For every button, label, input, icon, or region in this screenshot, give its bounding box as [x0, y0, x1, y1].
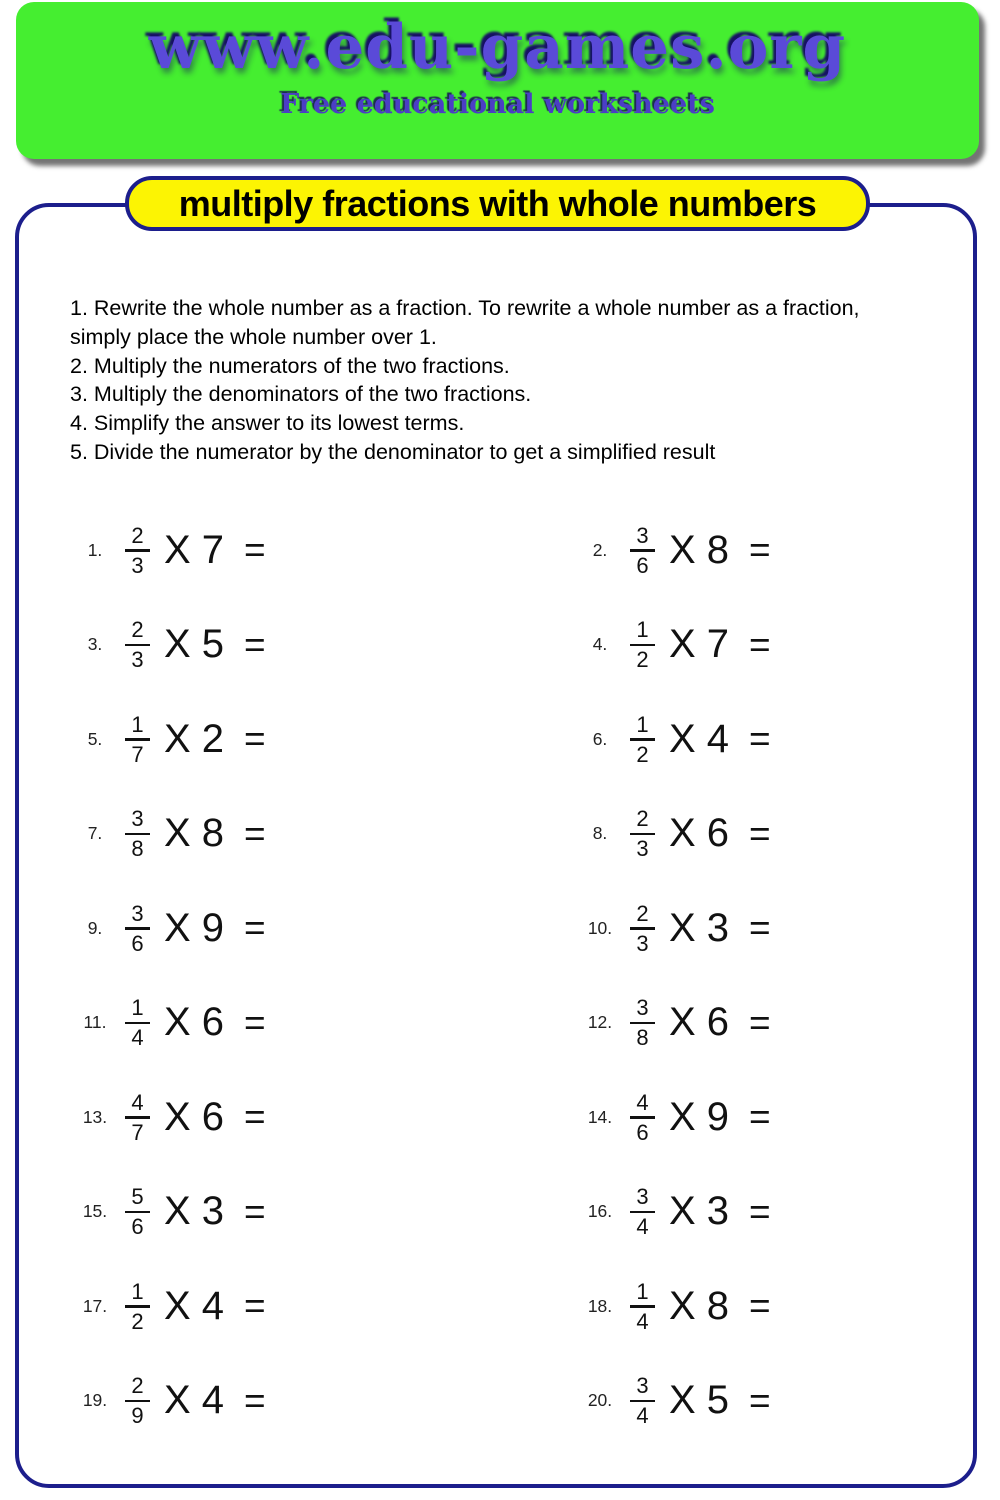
fraction: [630, 1185, 655, 1238]
fraction: [630, 1091, 655, 1144]
equals-sign: =: [749, 529, 771, 571]
fraction-bar: [125, 1305, 150, 1308]
problem-number: 18.: [587, 1295, 613, 1316]
problem-item: [62, 1091, 567, 1144]
multiply-term: X 5: [669, 1378, 730, 1423]
problem-item: [567, 902, 982, 955]
problem-number: 9.: [87, 917, 103, 938]
instruction-line: simply place the whole number over 1.: [70, 324, 437, 349]
fraction-denominator: 6: [636, 552, 649, 578]
fraction-bar: [125, 549, 150, 552]
multiply-term: X 6: [669, 1000, 730, 1045]
fraction: [125, 807, 150, 860]
multiply-term: X 5: [164, 622, 225, 667]
problem-number: 16.: [587, 1201, 613, 1222]
equals-sign: =: [749, 1379, 771, 1421]
fraction-denominator: 8: [131, 836, 144, 861]
problem-number: 12.: [587, 1012, 613, 1033]
multiply-term: X 3: [669, 1189, 730, 1234]
fraction: [630, 1280, 655, 1333]
fraction-numerator: 1: [636, 617, 649, 643]
fraction-bar: [630, 833, 655, 836]
equals-sign: =: [244, 907, 266, 949]
site-title: www.edu-games.org: [148, 12, 847, 83]
problem-number: 1.: [87, 539, 103, 560]
fraction-numerator: 3: [636, 1184, 649, 1210]
multiply-term: X 4: [164, 1283, 225, 1328]
problem-number: 7.: [87, 823, 103, 844]
instructions-block: [70, 294, 950, 467]
equals-sign: =: [749, 623, 771, 665]
fraction-bar: [630, 549, 655, 552]
multiply-term: X 3: [669, 905, 730, 950]
equals-sign: =: [244, 1096, 266, 1138]
fraction-denominator: 4: [131, 1025, 144, 1050]
fraction-denominator: 3: [131, 647, 144, 672]
fraction-denominator: 6: [131, 1214, 144, 1239]
fraction-numerator: 3: [636, 1373, 649, 1399]
problem-item: [567, 713, 982, 766]
fraction-numerator: 1: [636, 1278, 649, 1304]
problem-number: 11.: [83, 1012, 107, 1033]
problem-item: [62, 996, 567, 1049]
problem-item: [567, 1185, 982, 1238]
fraction: [125, 996, 150, 1049]
instruction-line: 3. Multiply the denominators of the two fractions.: [70, 382, 532, 407]
fraction-denominator: 4: [636, 1214, 649, 1239]
problem-item: [567, 1374, 982, 1427]
fraction-bar: [125, 1211, 150, 1214]
equals-sign: =: [244, 718, 266, 760]
fraction-bar: [630, 1211, 655, 1214]
problem-item: [62, 1374, 567, 1427]
multiply-term: X 8: [164, 811, 225, 856]
fraction-denominator: 8: [636, 1025, 649, 1050]
fraction: [630, 1374, 655, 1427]
fraction-denominator: 9: [131, 1403, 144, 1428]
fraction: [125, 902, 150, 955]
problem-number: 17.: [82, 1295, 108, 1316]
problem-number: 6.: [592, 728, 608, 749]
fraction-denominator: 3: [636, 930, 649, 956]
fraction-numerator: 3: [131, 900, 144, 926]
equals-sign: =: [244, 1001, 266, 1043]
fraction-numerator: 1: [636, 711, 649, 737]
fraction-numerator: 4: [131, 1089, 144, 1115]
fraction-bar: [125, 644, 150, 647]
fraction-numerator: 3: [131, 806, 144, 832]
problems-grid: [62, 503, 982, 1448]
multiply-term: X 4: [669, 716, 730, 761]
equals-sign: =: [749, 1190, 771, 1232]
fraction: [125, 1280, 150, 1333]
fraction-numerator: 2: [131, 617, 144, 643]
fraction-bar: [125, 927, 150, 930]
fraction-bar: [630, 1022, 655, 1025]
fraction-bar: [630, 644, 655, 647]
problem-item: [62, 902, 567, 955]
fraction-denominator: 4: [636, 1403, 649, 1428]
equals-sign: =: [749, 718, 771, 760]
problem-number: 2.: [592, 539, 608, 560]
fraction-numerator: 1: [131, 1278, 144, 1304]
problem-item: [62, 524, 567, 577]
fraction-bar: [125, 833, 150, 836]
fraction-numerator: 2: [131, 1373, 144, 1399]
worksheet-title-pill: [125, 176, 870, 231]
fraction-bar: [125, 1022, 150, 1025]
fraction-numerator: 3: [636, 522, 649, 548]
multiply-term: X 6: [164, 1094, 225, 1139]
fraction-denominator: 2: [131, 1308, 144, 1334]
fraction-denominator: 6: [636, 1119, 649, 1145]
fraction: [630, 524, 655, 577]
equals-sign: =: [244, 1379, 266, 1421]
equals-sign: =: [749, 907, 771, 949]
equals-sign: =: [244, 812, 266, 854]
problem-number: 3.: [87, 634, 103, 655]
problem-number: 15.: [82, 1201, 108, 1222]
fraction-bar: [630, 738, 655, 741]
fraction-numerator: 2: [636, 806, 649, 832]
fraction: [125, 1091, 150, 1144]
fraction-numerator: 2: [131, 522, 144, 548]
fraction-denominator: 4: [636, 1308, 649, 1334]
multiply-term: X 8: [669, 1283, 730, 1328]
fraction: [630, 713, 655, 766]
fraction: [125, 618, 150, 671]
fraction-bar: [630, 1305, 655, 1308]
multiply-term: X 7: [669, 622, 730, 667]
problem-item: [62, 713, 567, 766]
problem-item: [567, 807, 982, 860]
problem-item: [62, 1280, 567, 1333]
multiply-term: X 2: [164, 716, 225, 761]
fraction-denominator: 3: [131, 552, 144, 578]
instruction-line: 2. Multiply the numerators of the two fractions.: [70, 353, 510, 378]
fraction: [125, 1185, 150, 1238]
multiply-term: X 3: [164, 1189, 225, 1234]
worksheet-title: multiply fractions with whole numbers: [178, 182, 817, 224]
problem-item: [567, 524, 982, 577]
problem-number: 4.: [592, 634, 608, 655]
fraction: [630, 807, 655, 860]
equals-sign: =: [244, 1285, 266, 1327]
fraction-numerator: 2: [636, 900, 649, 926]
problem-number: 8.: [592, 823, 608, 844]
problem-item: [567, 618, 982, 671]
problem-item: [62, 1185, 567, 1238]
fraction-denominator: 6: [131, 930, 144, 956]
problem-number: 14.: [587, 1106, 613, 1127]
fraction-numerator: 1: [131, 711, 144, 737]
instruction-line: 1. Rewrite the whole number as a fraction. To rewrite a whole number as a fraction,: [70, 296, 860, 320]
instruction-line: 4. Simplify the answer to its lowest terms.: [70, 411, 465, 436]
problem-item: [62, 807, 567, 860]
fraction-denominator: 2: [636, 647, 649, 672]
multiply-term: X 9: [164, 905, 225, 950]
equals-sign: =: [749, 1285, 771, 1327]
fraction-denominator: 7: [131, 741, 144, 767]
fraction-bar: [630, 1116, 655, 1119]
problem-number: 20.: [587, 1390, 613, 1411]
multiply-term: X 7: [164, 527, 225, 572]
fraction-numerator: 3: [636, 995, 649, 1021]
fraction-denominator: 3: [636, 836, 649, 861]
equals-sign: =: [244, 623, 266, 665]
multiply-term: X 6: [669, 811, 730, 856]
problem-item: [62, 618, 567, 671]
fraction: [125, 713, 150, 766]
fraction: [125, 1374, 150, 1427]
instruction-line: 5. Divide the numerator by the denominator to get a simplified result: [70, 439, 716, 464]
equals-sign: =: [749, 812, 771, 854]
fraction-bar: [630, 927, 655, 930]
fraction-bar: [125, 738, 150, 741]
site-header-banner: [16, 2, 979, 159]
multiply-term: X 4: [164, 1378, 225, 1423]
multiply-term: X 9: [669, 1094, 730, 1139]
fraction-numerator: 1: [131, 995, 144, 1021]
equals-sign: =: [244, 529, 266, 571]
fraction-bar: [630, 1400, 655, 1403]
problem-item: [567, 1280, 982, 1333]
equals-sign: =: [749, 1096, 771, 1138]
fraction-numerator: 5: [131, 1184, 144, 1210]
problem-item: [567, 1091, 982, 1144]
fraction: [630, 902, 655, 955]
equals-sign: =: [749, 1001, 771, 1043]
problem-number: 10.: [587, 917, 613, 938]
fraction: [125, 524, 150, 577]
equals-sign: =: [244, 1190, 266, 1232]
multiply-term: X 8: [669, 527, 730, 572]
problem-number: 19.: [82, 1390, 108, 1411]
fraction-denominator: 7: [131, 1119, 144, 1145]
fraction-bar: [125, 1116, 150, 1119]
site-tagline: Free educational worksheets: [280, 89, 715, 120]
fraction-denominator: 2: [636, 741, 649, 767]
problem-number: 5.: [87, 728, 103, 749]
problem-item: [567, 996, 982, 1049]
problem-number: 13.: [82, 1106, 108, 1127]
fraction-numerator: 4: [636, 1089, 649, 1115]
fraction: [630, 618, 655, 671]
multiply-term: X 6: [164, 1000, 225, 1045]
fraction-bar: [125, 1400, 150, 1403]
fraction: [630, 996, 655, 1049]
